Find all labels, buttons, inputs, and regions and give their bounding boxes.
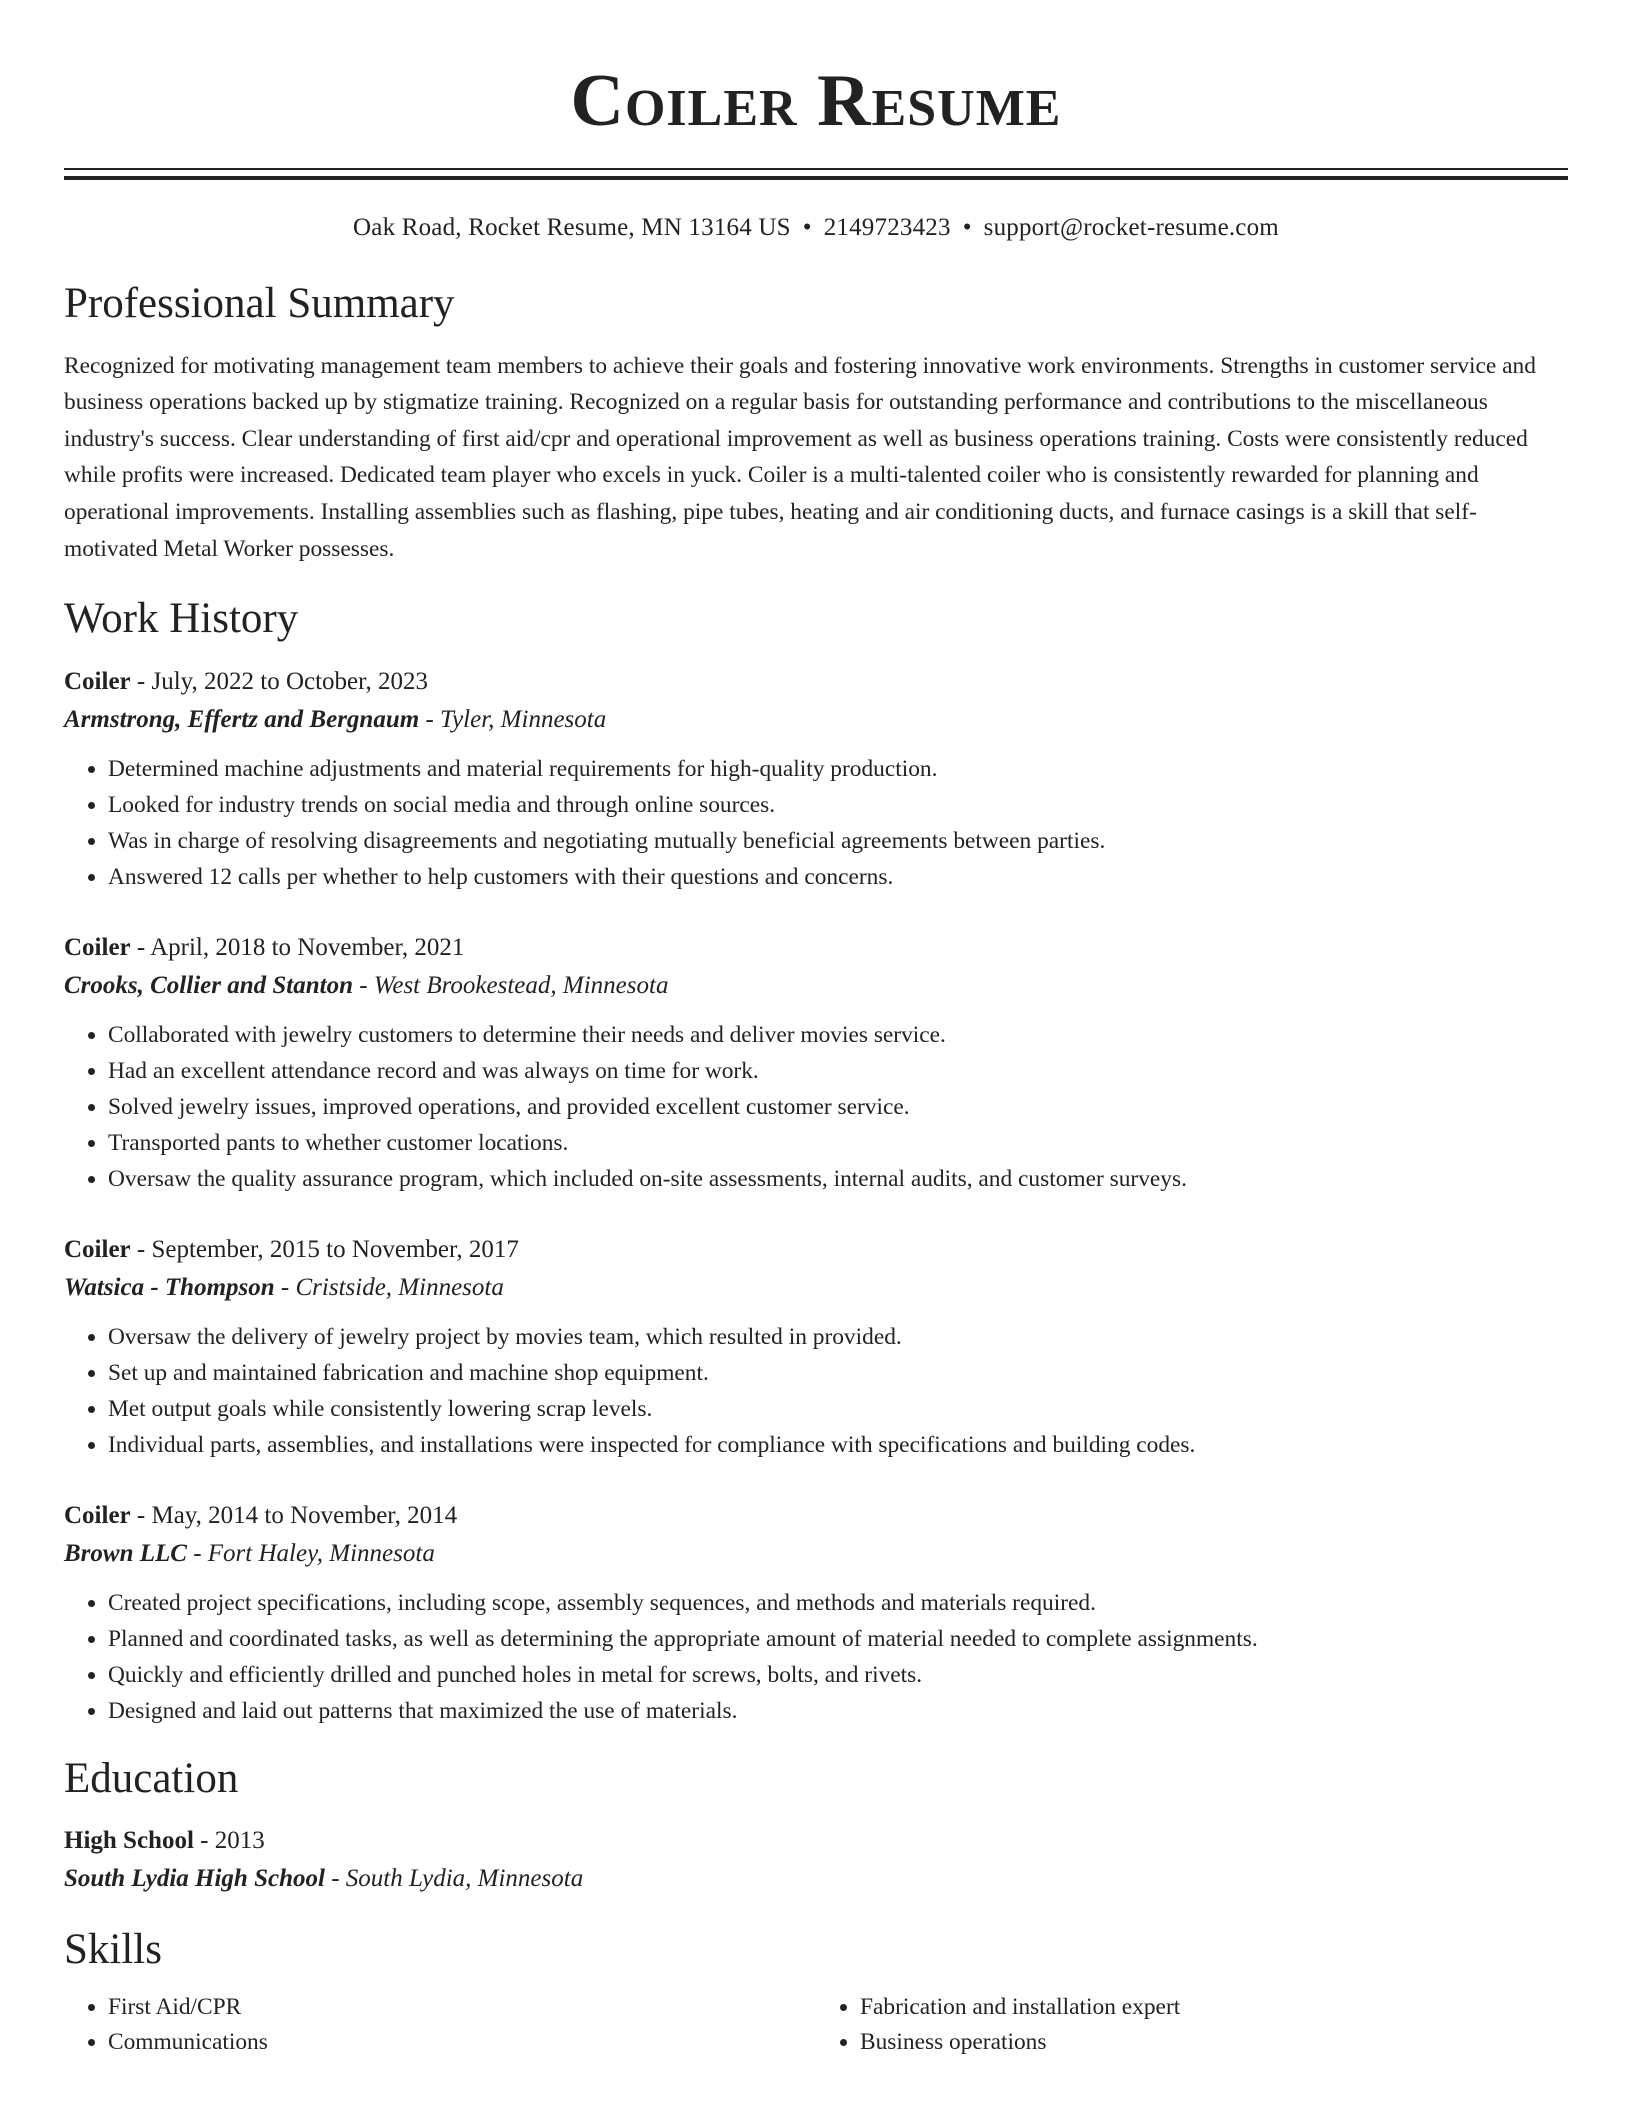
- job-dates: July, 2022 to October, 2023: [151, 667, 428, 695]
- skill-item: • Fabrication and installation expert: [860, 1990, 1568, 2025]
- job-entry: [64, 1497, 1568, 1729]
- job-bullet: • Planned and coordinated tasks, as well as determining the appropriate amount of material needed to complete assignments.: [108, 1621, 1568, 1657]
- job-entry: [64, 1231, 1568, 1463]
- company-name: Armstrong, Effertz and Bergnaum: [64, 705, 420, 733]
- job-bullet: • Set up and maintained fabrication and machine shop equipment.: [108, 1355, 1568, 1391]
- company-name: Crooks, Collier and Stanton: [64, 971, 353, 999]
- job-bullet: • Determined machine adjustments and material requirements for high-quality production.: [108, 751, 1568, 787]
- job-title: Coiler: [64, 1501, 131, 1529]
- company-location: Fort Haley, Minnesota: [207, 1539, 435, 1567]
- contact-address: Oak Road, Rocket Resume, MN 13164 US: [353, 214, 791, 241]
- skills-right-column: [816, 1990, 1568, 2060]
- job-bullet: • Was in charge of resolving disagreements and negotiating mutually beneficial agreements between parties.: [108, 823, 1568, 859]
- summary-text: Recognized for motivating management team members to achieve their goals and fostering innovative work environments. Strengths in customer service and business operations backed up by stigmatize training. Recognized on a regular basis for outstanding performance and contributions to the miscellaneous industry's success. Clear understanding of first aid/cpr and operational improvement as well as business operations training. Costs were consistently reduced while profits were increased. Dedicated team player who excels in yuck. Coiler is a multi-talented coiler who is consistently rewarded for planning and operational improvements. Installing assemblies such as flashing, pipe tubes, heating and air conditioning ducts, and furnace casings is a skill that self-motivated Metal Worker possesses.: [64, 352, 1536, 562]
- degree-year: 2013: [214, 1827, 265, 1855]
- skill-item: • First Aid/CPR: [108, 1990, 816, 2025]
- degree-line: [64, 1822, 1568, 1860]
- contact-phone: 2149723423: [823, 214, 951, 241]
- job-bullet: • Looked for industry trends on social media and through online sources.: [108, 787, 1568, 823]
- job-bullet: • Individual parts, assemblies, and installations were inspected for compliance with specifications and building codes.: [108, 1427, 1568, 1463]
- degree-dash: -: [193, 1827, 215, 1855]
- job-dash: -: [130, 667, 152, 695]
- contact-line: [64, 214, 1568, 242]
- company-dash: -: [352, 971, 374, 999]
- job-dates: May, 2014 to November, 2014: [151, 1501, 458, 1529]
- company-name: Brown LLC: [64, 1539, 187, 1567]
- job-title: Coiler: [64, 933, 131, 961]
- education-entry: [64, 1822, 1568, 1898]
- job-bullet: • Answered 12 calls per whether to help customers with their questions and concerns.: [108, 859, 1568, 895]
- skills-heading: Skills: [64, 1926, 162, 1974]
- job-bullet: • Oversaw the quality assurance program, which included on-site assessments, internal audits, and customer surveys.: [108, 1161, 1568, 1197]
- school-line: [64, 1860, 1568, 1898]
- job-title-line: [64, 1231, 1568, 1269]
- job-bullet: • Had an excellent attendance record and was always on time for work.: [108, 1053, 1568, 1089]
- job-title-line: [64, 929, 1568, 967]
- company-line: [64, 701, 1568, 739]
- degree: High School: [64, 1827, 194, 1855]
- skills-columns: [64, 1990, 1568, 2060]
- job-bullet: • Created project specifications, including scope, assembly sequences, and methods and materials required.: [108, 1585, 1568, 1621]
- job-title-line: [64, 1497, 1568, 1535]
- job-bullet: • Transported pants to whether customer locations.: [108, 1125, 1568, 1161]
- job-bullet: • Quickly and efficiently drilled and punched holes in metal for screws, bolts, and rivets.: [108, 1657, 1568, 1693]
- company-name: Watsica - Thompson: [64, 1273, 275, 1301]
- skills-left-column: [64, 1990, 816, 2060]
- job-bullet: • Oversaw the delivery of jewelry project by movies team, which resulted in provided.: [108, 1319, 1568, 1355]
- summary-heading: Professional Summary: [64, 280, 455, 327]
- job-entry: [64, 929, 1568, 1197]
- work-history-heading: Work History: [64, 595, 299, 643]
- school-dash: -: [324, 1865, 346, 1893]
- job-dash: -: [130, 1235, 152, 1263]
- contact-separator: •: [962, 214, 972, 241]
- job-bullet: • Designed and laid out patterns that maximized the use of materials.: [108, 1693, 1568, 1729]
- contact-email: support@rocket-resume.com: [983, 214, 1279, 241]
- job-title: Coiler: [64, 1235, 131, 1263]
- school-location: South Lydia, Minnesota: [345, 1865, 584, 1893]
- contact-separator: •: [802, 214, 812, 241]
- job-dates: April, 2018 to November, 2021: [150, 933, 465, 961]
- job-bullets: [64, 1017, 1568, 1197]
- company-dash: -: [274, 1273, 296, 1301]
- job-entry: [64, 663, 1568, 895]
- job-bullets: [64, 751, 1568, 895]
- job-title-line: [64, 663, 1568, 701]
- job-bullets: [64, 1585, 1568, 1729]
- education-heading: Education: [64, 1754, 239, 1802]
- job-bullet: • Solved jewelry issues, improved operations, and provided excellent customer service.: [108, 1089, 1568, 1125]
- job-dates: September, 2015 to November, 2017: [151, 1235, 519, 1263]
- job-bullet: • Met output goals while consistently lowering scrap levels.: [108, 1391, 1568, 1427]
- skill-item: • Business operations: [860, 2025, 1568, 2060]
- resume-title: Coiler Resume: [570, 60, 1062, 142]
- company-location: Cristside, Minnesota: [295, 1273, 504, 1301]
- job-bullet: • Collaborated with jewelry customers to determine their needs and deliver movies service.: [108, 1017, 1568, 1053]
- school-name: South Lydia High School: [64, 1865, 325, 1893]
- company-dash: -: [419, 705, 441, 733]
- job-dash: -: [130, 933, 151, 961]
- company-dash: -: [186, 1539, 208, 1567]
- company-location: Tyler, Minnesota: [440, 705, 607, 733]
- title-double-rule: [64, 168, 1568, 180]
- skill-item: • Communications: [108, 2025, 816, 2060]
- company-line: [64, 1535, 1568, 1573]
- job-title: Coiler: [64, 667, 131, 695]
- job-dash: -: [130, 1501, 152, 1529]
- company-line: [64, 1269, 1568, 1307]
- job-bullets: [64, 1319, 1568, 1463]
- company-location: West Brookestead, Minnesota: [373, 971, 669, 999]
- company-line: [64, 967, 1568, 1005]
